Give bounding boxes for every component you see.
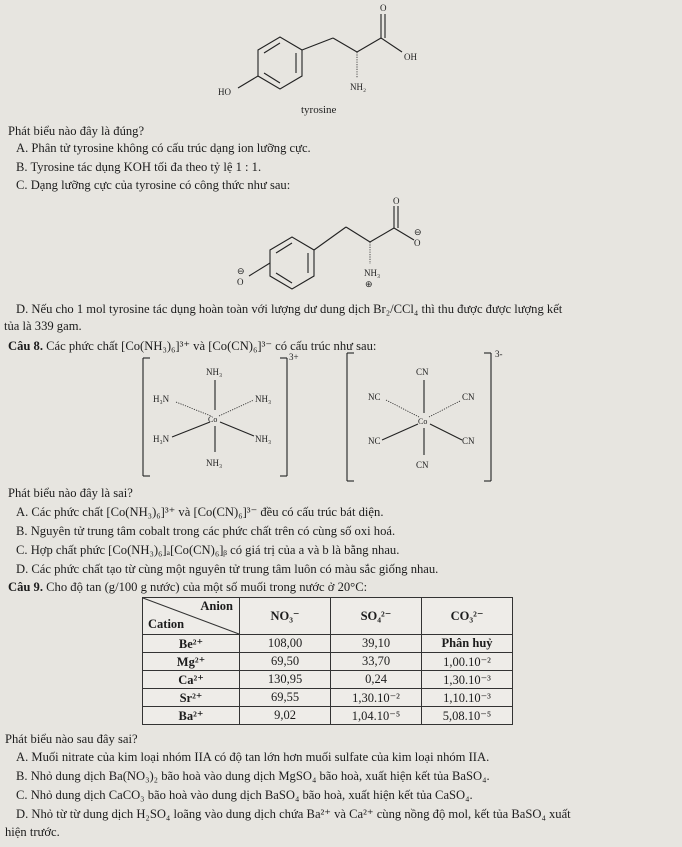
table-cell: 1,30.10⁻² [331,689,422,707]
table-row [143,689,513,707]
column-header-nitrate: NO₃⁻ [240,598,331,635]
table-row [143,635,513,653]
cation-cell: Be²⁺ [143,635,240,653]
zw-minus-left: ⊖ [237,266,245,276]
table-cell: 69,50 [240,653,331,671]
complex2-ligand-upper-right: CN [462,392,475,402]
complex1-ligand-bottom: NH₃ [206,458,223,468]
complex1-charge: 3+ [289,352,299,362]
q8-option-a: A. Các phức chất [Co(NH₃)₆]³⁺ và [Co(CN)₆]³⁻ đều có cấu trúc bát diện. [16,505,384,519]
table-cell: 1,04.10⁻⁵ [331,707,422,725]
tyrosine-structure [0,0,682,120]
q8-label: Câu 8. [8,339,43,353]
complex2-charge: 3- [495,349,503,359]
complex2-ligand-lower-left: NC [368,436,381,446]
table-cell: 0,24 [331,671,422,689]
cation-cell: Ca²⁺ [143,671,240,689]
table-cell: 1,10.10⁻³ [422,689,513,707]
complex1-center: Co [208,415,218,424]
table-row [143,671,513,689]
zw-o-top-label: O [393,196,400,206]
complex1-ligand-lower-left: H₃N [153,434,170,444]
q7-option-d-line1: D. Nếu cho 1 mol tyrosine tác dụng hoàn toàn với lượng dư dung dịch Br₂/CCl₄ thì thu được được lượng kết [16,302,563,316]
q7-option-b: B. Tyrosine tác dụng KOH tối đa theo tỷ lệ 1 : 1. [16,160,262,174]
zw-nh3-label: NH₃ [364,268,381,278]
zw-plus: ⊕ [365,279,373,289]
column-header-sulfate: SO₄²⁻ [331,598,422,635]
q8-sub-question: Phát biểu nào đây là sai? [8,486,133,500]
table-cell: 69,55 [240,689,331,707]
complex2-ligand-top: CN [416,367,429,377]
complex1-ligand-lower-right: NH₃ [255,434,272,444]
q9-option-a: A. Muối nitrate của kim loại nhóm IIA có độ tan lớn hơn muối sulfate của kim loại nhóm IIA. [16,750,490,764]
table-cell: 130,95 [240,671,331,689]
complex1-ligand-upper-left: H₃N [153,394,170,404]
q7-option-d-line2: tủa là 339 gam. [4,319,82,333]
oh-label: OH [404,52,417,62]
ho-label: HO [218,87,231,97]
table-cell: 5,08.10⁻⁵ [422,707,513,725]
zw-o-right-label: O [414,238,421,248]
cation-cell: Ba²⁺ [143,707,240,725]
q9-label: Câu 9. [8,580,43,594]
corner-cation-label: Cation [148,617,185,631]
q8-option-d: D. Các phức chất tạo từ cùng một nguyên tử trung tâm luôn có màu sắc giống nhau. [16,562,439,576]
carbonyl-o-label: O [380,3,387,13]
complex2-center: Co [418,417,428,426]
nh2-label: NH₂ [350,82,367,92]
q9-option-d-line1: D. Nhỏ từ từ dung dịch H₂SO₄ loãng vào dung dịch chứa Ba²⁺ và Ca²⁺ cùng nồng độ mol, kết tủa BaSO₄ xuất [16,807,571,821]
complex1-ligand-top: NH₃ [206,367,223,377]
q7-stem: Phát biểu nào đây là đúng? [8,124,145,138]
zw-o-left-label: O [237,277,244,287]
table-header-row [143,598,513,635]
table-cell: 39,10 [331,635,422,653]
q9-option-c: C. Nhỏ dung dịch CaCO₃ bão hoà vào dung dịch BaSO₄ bão hoà, xuất hiện kết tủa CaSO₄. [16,788,473,802]
column-header-carbonate: CO₃²⁻ [422,598,513,635]
cation-cell: Sr²⁺ [143,689,240,707]
corner-anion-label: Anion [200,599,233,613]
complex2-ligand-upper-left: NC [368,392,381,402]
q8-stem: Các phức chất [Co(NH₃)₆]³⁺ và [Co(CN)₆]³⁻ có cấu trúc như sau: [46,339,377,353]
table-cell: 33,70 [331,653,422,671]
table-cell: 1,30.10⁻³ [422,671,513,689]
q8-option-b: B. Nguyên tử trung tâm cobalt trong các phức chất trên có cùng số oxi hoá. [16,524,396,538]
zw-minus-right: ⊖ [414,227,422,237]
table-cell: Phân huỷ [422,635,513,653]
table-row [143,653,513,671]
q9-line [8,580,367,595]
table-cell: 108,00 [240,635,331,653]
q8-option-c: C. Hợp chất phức [Co(NH₃)₆]ₐ[Co(CN)₆]ᵦ có giá trị của a và b là bằng nhau. [16,543,400,557]
q9-stem: Cho độ tan (g/100 g nước) của một số muối trong nước ở 20°C: [46,580,368,594]
complex-cn-structure [0,345,682,485]
tyrosine-caption: tyrosine [301,104,337,116]
complex1-ligand-upper-right: NH₃ [255,394,272,404]
q7-option-a: A. Phân tử tyrosine không có cấu trúc dạng ion lưỡng cực. [16,141,311,155]
cation-cell: Mg²⁺ [143,653,240,671]
solubility-table [142,597,513,725]
zwitterion-structure [0,190,682,310]
complex2-ligand-bottom: CN [416,460,429,470]
table-cell: 9,02 [240,707,331,725]
q9-option-d-line2: hiện trước. [5,825,60,839]
table-cell: 1,00.10⁻² [422,653,513,671]
table-corner-cell [143,598,240,635]
table-row [143,707,513,725]
q9-option-b: B. Nhỏ dung dịch Ba(NO₃)₂ bão hoà vào dung dịch MgSO₄ bão hoà, xuất hiện kết tủa BaSO₄. [16,769,490,783]
complex2-ligand-lower-right: CN [462,436,475,446]
q9-sub-question: Phát biểu nào sau đây sai? [5,732,138,746]
q7-option-c: C. Dạng lưỡng cực của tyrosine có công thức như sau: [16,178,291,192]
